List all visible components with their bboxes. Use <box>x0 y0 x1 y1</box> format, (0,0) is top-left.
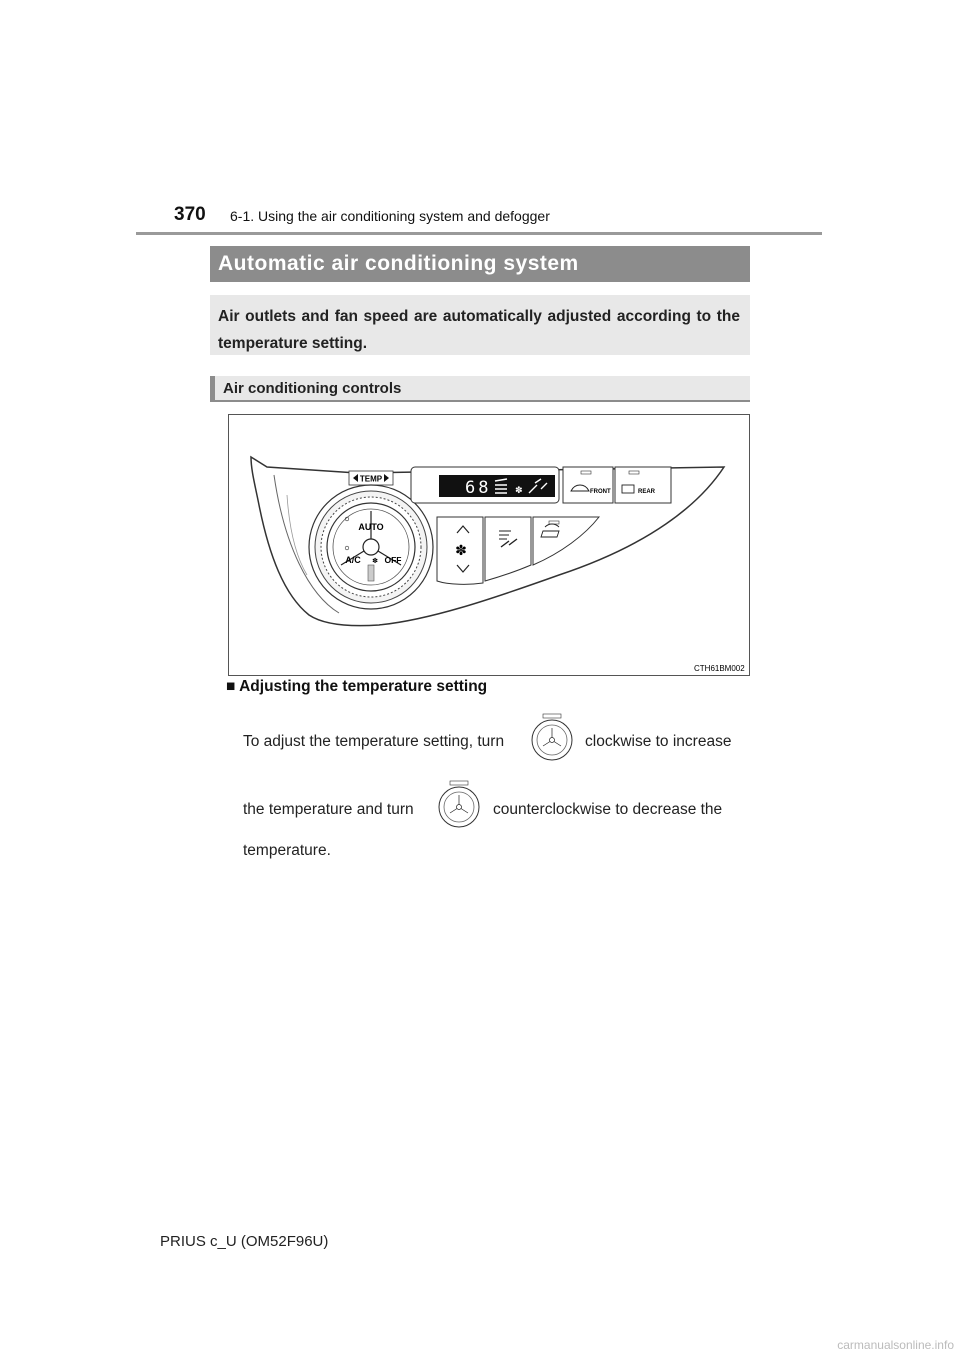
fan-small-icon: ✽ <box>372 557 378 565</box>
temperature-knob <box>309 485 433 609</box>
body-line-1-end: clockwise to increase <box>585 733 732 750</box>
bullet-heading: ■ Adjusting the temperature setting <box>226 678 488 695</box>
front-label: FRONT <box>590 489 611 495</box>
body-line-1: To adjust the temperature setting, turn <box>243 733 505 750</box>
body-line-2: the temperature and turn <box>243 801 414 818</box>
front-defogger-button <box>563 467 613 503</box>
section-title-bar <box>210 246 750 282</box>
control-panel-figure <box>228 414 750 676</box>
fan-icon: ✽ <box>455 543 467 559</box>
page-title: Automatic air conditioning system <box>218 252 579 275</box>
temp-label: TEMP <box>359 474 383 484</box>
ac-label: A/C <box>345 555 361 565</box>
temperature-knob-icon <box>434 779 484 829</box>
display-digits: 68 <box>465 478 492 498</box>
figure-code: CTH61BM002 <box>694 664 745 673</box>
rear-label: REAR <box>638 489 656 495</box>
auto-label: AUTO <box>358 522 384 532</box>
temperature-knob-icon <box>527 712 577 762</box>
fan-speed-buttons <box>437 517 483 584</box>
body-line-3: temperature. <box>243 842 331 859</box>
square-bullet-icon: ■ <box>226 678 236 695</box>
body-line-2-end: counterclockwise to decrease the <box>493 801 723 818</box>
control-panel-illustration <box>229 415 749 675</box>
subheading: Air conditioning controls <box>210 376 750 402</box>
footer-model: PRIUS c_U (OM52F96U) <box>160 1233 329 1250</box>
off-label: OFF <box>384 555 402 565</box>
page-number: 370 <box>174 204 206 225</box>
intro-box: Air outlets and fan speed are automatically adjusted according to the temperature setting. <box>210 295 750 355</box>
watermark: carmanualsonline.info <box>837 1338 954 1352</box>
svg-text:✽: ✽ <box>515 486 523 496</box>
section-path: 6-1. Using the air conditioning system and defogger <box>230 208 550 224</box>
rear-defogger-button <box>615 467 671 503</box>
header-divider <box>136 232 822 235</box>
